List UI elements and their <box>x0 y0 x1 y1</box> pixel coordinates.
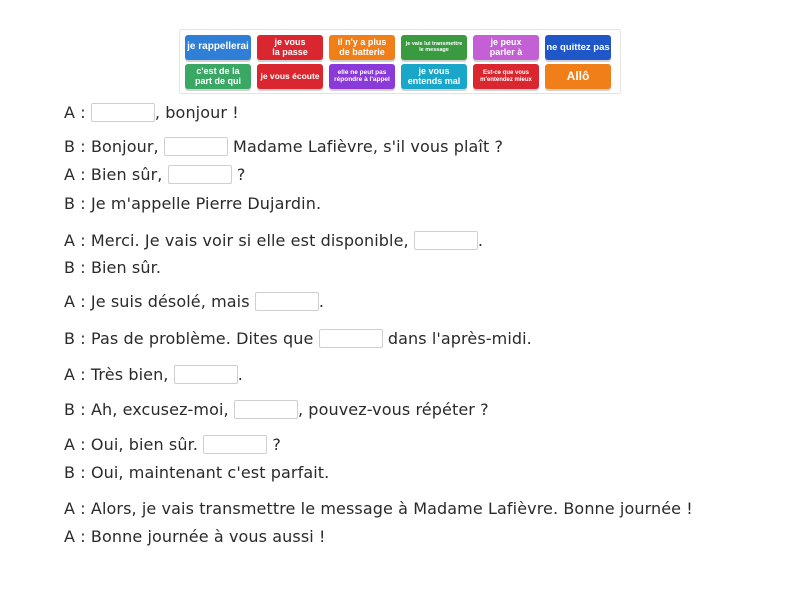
dialogue-text: B : Je m'appelle Pierre Dujardin. <box>64 193 322 213</box>
dialogue-text: B : Oui, maintenant c'est parfait. <box>64 462 330 482</box>
dialogue-line <box>64 229 483 251</box>
dialogue-text-after: . <box>237 364 243 384</box>
dialogue-text-before: B : Ah, excusez-moi, <box>64 399 234 419</box>
word-tile[interactable]: je vous écoute <box>257 64 323 89</box>
dialogue-text-before: A : Merci. Je vais voir si elle est disponible, <box>64 230 414 250</box>
answer-blank[interactable] <box>234 400 298 419</box>
dialogue-line <box>64 363 243 385</box>
dialogue-line <box>64 525 326 547</box>
dialogue-line <box>64 290 324 312</box>
dialogue-line <box>64 192 321 214</box>
dialogue-line <box>64 461 329 483</box>
dialogue-text-before: A : Très bien, <box>64 364 174 384</box>
answer-blank[interactable] <box>255 292 319 311</box>
word-tile[interactable]: il n'y a plus de batterie <box>329 35 395 60</box>
dialogue-line <box>64 163 245 185</box>
dialogue-text-before: B : Bonjour, <box>64 136 164 156</box>
word-tile[interactable]: je peux parler à <box>473 35 539 60</box>
dialogue-text: B : Bien sûr. <box>64 257 162 277</box>
answer-blank[interactable] <box>203 435 267 454</box>
dialogue-text-before: B : Pas de problème. Dites que <box>64 328 319 348</box>
dialogue-line <box>64 327 532 349</box>
dialogue-text-after: dans l'après-midi. <box>382 328 532 348</box>
answer-blank[interactable] <box>414 231 478 250</box>
answer-blank[interactable] <box>164 137 228 156</box>
word-tile[interactable]: ne quittez pas <box>545 35 611 60</box>
word-tile[interactable]: Est-ce que vous m'entendez mieux <box>473 64 539 89</box>
answer-blank[interactable] <box>319 329 383 348</box>
dialogue-line <box>64 398 489 420</box>
word-tile[interactable]: elle ne peut pas répondre à l'appel <box>329 64 395 89</box>
dialogue-line <box>64 256 161 278</box>
answer-blank[interactable] <box>91 103 155 122</box>
word-tile[interactable]: je vous entends mal <box>401 64 467 89</box>
dialogue-text-after: , bonjour ! <box>154 102 239 122</box>
dialogue-text-before: A : Je suis désolé, mais <box>64 291 255 311</box>
dialogue-line <box>64 497 693 519</box>
dialogue-text-before: A : Bien sûr, <box>64 164 168 184</box>
word-tile[interactable]: Allô <box>545 64 611 89</box>
answer-blank[interactable] <box>168 165 232 184</box>
answer-blank[interactable] <box>174 365 238 384</box>
dialogue-text-before: A : <box>64 102 91 122</box>
word-tile[interactable]: je rappellerai <box>185 35 251 60</box>
dialogue-line <box>64 101 239 123</box>
dialogue-text-after: , pouvez-vous répéter ? <box>297 399 489 419</box>
dialogue-text-after: . <box>477 230 484 250</box>
dialogue-text-after: . <box>318 291 325 311</box>
dialogue-text-after: Madame Lafièvre, s'il vous plaît ? <box>227 136 504 156</box>
dialogue-text-after: ? <box>231 164 246 184</box>
dialogue-line <box>64 433 281 455</box>
word-tile[interactable]: je vous la passe <box>257 35 323 60</box>
dialogue-line <box>64 135 503 157</box>
dialogue-text: A : Bonne journée à vous aussi ! <box>64 526 326 546</box>
word-tile[interactable]: c'est de la part de qui <box>185 64 251 89</box>
dialogue-text-before: A : Oui, bien sûr. <box>64 434 204 454</box>
dialogue-text-after: ? <box>267 434 281 454</box>
word-tile[interactable]: je vais lui transmettre le message <box>401 35 467 60</box>
dialogue-text: A : Alors, je vais transmettre le message à Madame Lafièvre. Bonne journée ! <box>64 498 693 518</box>
word-bank <box>179 29 621 94</box>
